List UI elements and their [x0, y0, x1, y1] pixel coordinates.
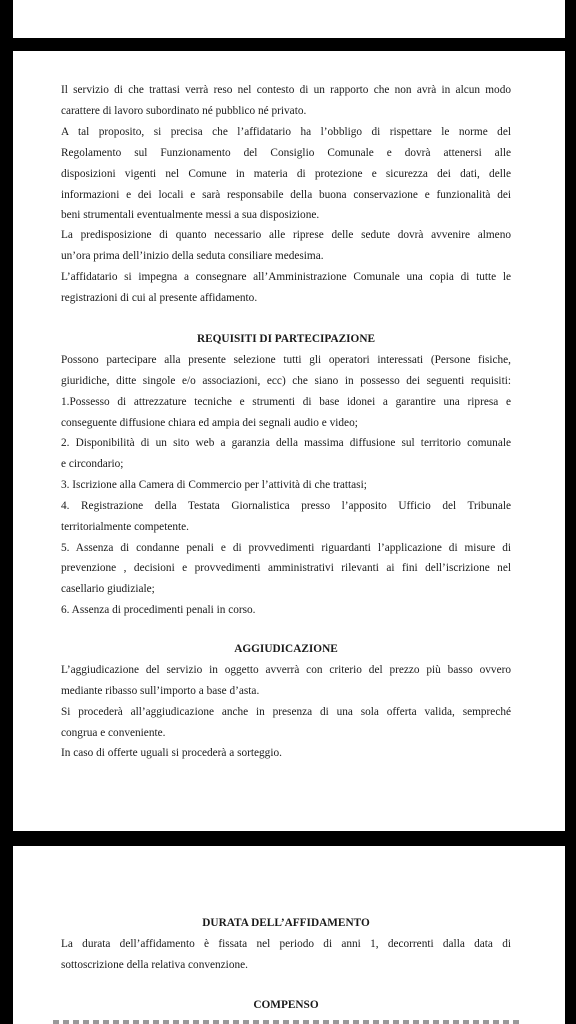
requirement-line: e circondario;	[61, 458, 124, 470]
document-page-2	[13, 846, 565, 1024]
text-line: Si procederà all’aggiudicazione anche in presenza di una sola offerta valida, sempreché	[61, 706, 511, 718]
text-line: registrazioni di cui al presente affidamento.	[61, 292, 258, 304]
previous-page-fragment	[13, 0, 565, 38]
text-line: Regolamento sul Funzionamento del Consiglio Comunale e dovrà attenersi alle	[61, 147, 511, 159]
requirement-line: prevenzione , decisioni e provvedimenti amministrativi rilevanti ai fini dell’iscrizione nel	[61, 562, 511, 574]
requirement-line: 5. Assenza di condanne penali e di provvedimenti riguardanti l’applicazione di misure di	[61, 542, 511, 554]
requirement-line: 1.Possesso di attrezzature tecniche e strumenti di base idonei a garantire una ripresa e	[61, 396, 511, 408]
text-line: un’ora prima dell’inizio della seduta consiliare medesima.	[61, 250, 324, 262]
requirement-line: 4. Registrazione della Testata Giornalistica presso l’apposito Ufficio del Tribunale	[61, 500, 511, 512]
text-line: sottoscrizione della relativa convenzione.	[61, 959, 248, 971]
section-heading-requisiti: REQUISITI DI PARTECIPAZIONE	[196, 333, 376, 345]
text-line: A tal proposito, si precisa che l’affidatario ha l’obbligo di rispettare le norme del	[61, 126, 511, 138]
text-line: L’aggiudicazione del servizio in oggetto avverrà con criterio del prezzo più basso ovvero	[61, 664, 511, 676]
text-line: carattere di lavoro subordinato né pubblico né privato.	[61, 105, 307, 117]
requirement-line: territorialmente competente.	[61, 521, 189, 533]
text-line: beni strumentali eventualmente messi a sua disposizione.	[61, 209, 320, 221]
cut-off-text-line	[53, 1020, 523, 1024]
text-line: congrua e conveniente.	[61, 727, 166, 739]
text-line: La predisposizione di quanto necessario alle riprese delle sedute dovrà avvenire almeno	[61, 229, 511, 241]
requirement-line: casellario giudiziale;	[61, 583, 155, 595]
requirement-line: conseguente diffusione chiara ed ampia dei segnali audio e video;	[61, 417, 358, 429]
text-line: informazioni e dei locali e sarà responsabile della buona conservazione e funzionalità dei	[61, 189, 511, 201]
text-line: disposizioni vigenti nel Comune in materia di protezione e sicurezza dei dati, delle	[61, 168, 511, 180]
requirement-line: 6. Assenza di procedimenti penali in corso.	[61, 604, 256, 616]
document-page-1	[13, 51, 565, 831]
text-line: giuridiche, ditte singole e/o associazioni, ecc) che siano in possesso dei seguenti requisiti:	[61, 375, 511, 387]
text-line: La durata dell’affidamento è fissata nel periodo di anni 1, decorrenti dalla data di	[61, 938, 511, 950]
section-heading-compenso: COMPENSO	[253, 999, 319, 1011]
text-line: In caso di offerte uguali si procederà a sorteggio.	[61, 747, 282, 759]
text-line: Il servizio di che trattasi verrà reso nel contesto di un rapporto che non avrà in alcun modo	[61, 84, 511, 96]
section-heading-aggiudicazione: AGGIUDICAZIONE	[234, 643, 338, 655]
text-line: mediante ribasso sull’importo a base d’asta.	[61, 685, 260, 697]
text-line: L’affidatario si impegna a consegnare all’Amministrazione Comunale una copia di tutte le	[61, 271, 511, 283]
requirement-line: 2. Disponibilità di un sito web a garanzia della massima diffusione sul territorio comunale	[61, 437, 511, 449]
section-heading-durata: DURATA DELL’AFFIDAMENTO	[202, 917, 370, 929]
requirement-line: 3. Iscrizione alla Camera di Commercio per l’attività di che trattasi;	[61, 479, 367, 491]
text-line: Possono partecipare alla presente selezione tutti gli operatori interessati (Persone fisiche,	[61, 354, 511, 366]
